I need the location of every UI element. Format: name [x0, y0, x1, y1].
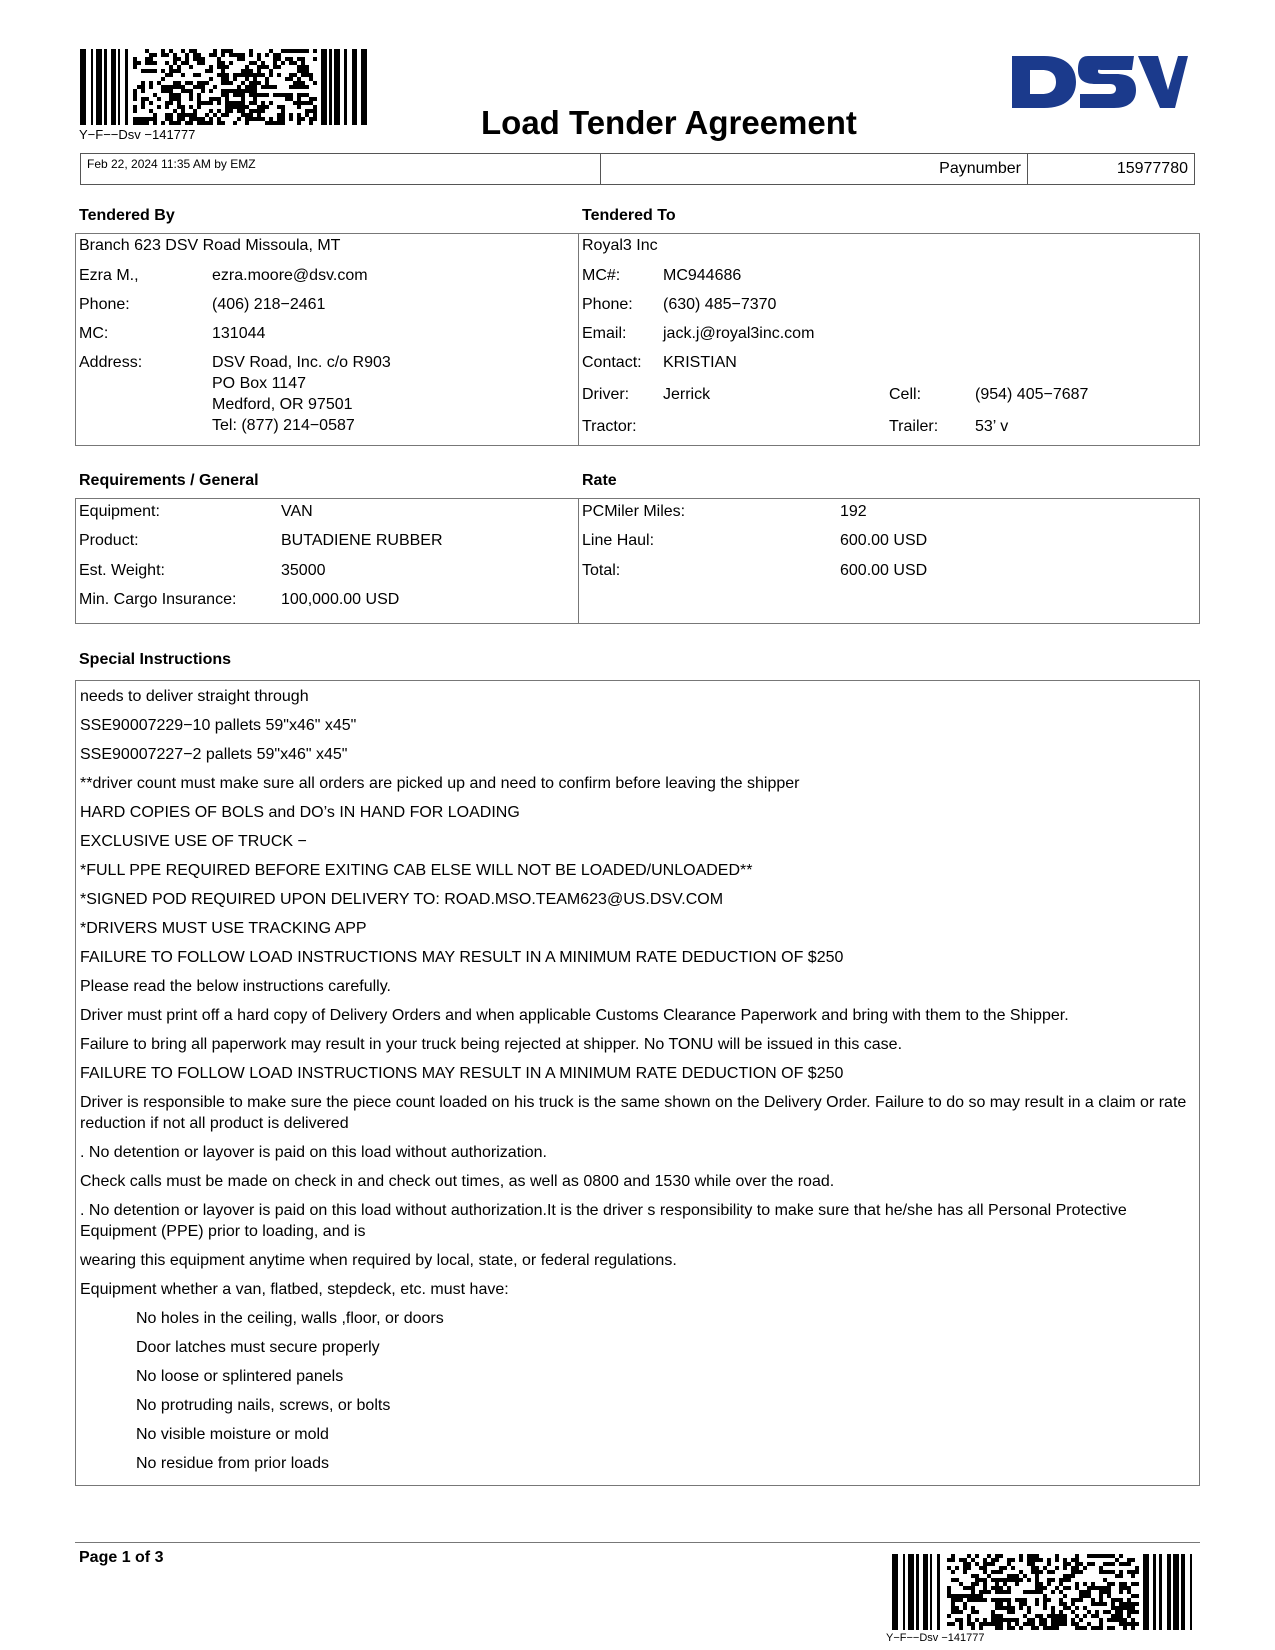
requirement-value: 35000 — [281, 562, 326, 579]
instruction-line: Equipment whether a van, flatbed, stepdeck, etc. must have: — [80, 1281, 509, 1298]
tendered-by-contact-name: Ezra M., — [79, 267, 139, 284]
tendered-to-cell-label: Cell: — [889, 386, 922, 403]
equipment-checklist-item: Door latches must secure properly — [136, 1339, 380, 1356]
barcode-image — [80, 49, 370, 125]
instruction-line: Check calls must be made on check in and check out times, as well as 0800 and 1530 while over the road. — [80, 1173, 835, 1190]
instruction-line: needs to deliver straight through — [80, 688, 309, 705]
instruction-line: SSE90007227−2 pallets 59"x46" x45" — [80, 746, 348, 763]
instruction-line: Driver must print off a hard copy of Delivery Orders and when applicable Customs Clearance Paperwork and bring with them to the Shipper. — [80, 1007, 1069, 1024]
tendered-to-cell: (954) 405−7687 — [975, 386, 1089, 403]
special-instructions-list — [80, 681, 1192, 1474]
tendered-by-branch: Branch 623 DSV Road Missoula, MT — [79, 237, 341, 254]
dsv-logo — [1010, 54, 1188, 115]
instruction-line: HARD COPIES OF BOLS and DO’s IN HAND FOR LOADING — [80, 804, 520, 821]
rate-value: 192 — [840, 503, 867, 520]
tendered-by-phone-label: Phone: — [79, 296, 130, 313]
bottom-barcode — [892, 1554, 1194, 1630]
tendered-to-driver: Jerrick — [663, 386, 711, 403]
top-barcode — [80, 49, 370, 125]
tendered-divider — [578, 233, 579, 446]
tendered-to-driver-label: Driver: — [582, 386, 630, 403]
tendered-to-trailer-label: Trailer: — [889, 418, 939, 435]
requirement-value: VAN — [281, 503, 313, 520]
paynumber-value: 15977780 — [1116, 160, 1188, 177]
rate-heading: Rate — [582, 472, 617, 489]
bottom-doc-id: Y−F−−Dsv −141777 — [886, 1632, 985, 1644]
tendered-by-address-label: Address: — [79, 354, 143, 371]
meta-row — [80, 153, 1195, 185]
rate-label: Total: — [582, 562, 621, 579]
instruction-line: Driver is responsible to make sure the piece count loaded on his truck is the same shown on the Delivery Order. Failure to do so may result in a claim or rate reduction if not all product is delivered — [80, 1094, 1187, 1132]
special-instructions-box — [75, 680, 1200, 1486]
tendered-by-address-line: Tel: (877) 214−0587 — [212, 417, 355, 434]
rate-value: 600.00 USD — [840, 562, 928, 579]
tendered-by-heading: Tendered By — [79, 207, 175, 224]
top-doc-id: Y−F−−Dsv −141777 — [79, 127, 196, 142]
paynumber-label: Paynumber — [601, 154, 1028, 184]
rate-label: PCMiler Miles: — [582, 503, 686, 520]
instruction-line: **driver count must make sure all orders are picked up and need to confirm before leaving the shipper — [80, 775, 800, 792]
instruction-line: . No detention or layover is paid on this load without authorization.It is the driver s responsibility to make sure that he/she has all Personal Protective Equipment (PPE) prior to loading, and is — [80, 1202, 1127, 1240]
tendered-to-contact: KRISTIAN — [663, 354, 737, 371]
tendered-to-heading: Tendered To — [582, 207, 676, 224]
tendered-to-company: Royal3 Inc — [582, 237, 658, 254]
instruction-line: FAILURE TO FOLLOW LOAD INSTRUCTIONS MAY RESULT IN A MINIMUM RATE DEDUCTION OF $250 — [80, 949, 844, 966]
page-number: Page 1 of 3 — [79, 1549, 164, 1566]
instruction-line: EXCLUSIVE USE OF TRUCK − — [80, 833, 307, 850]
tendered-to-phone-label: Phone: — [582, 296, 633, 313]
requirement-label: Equipment: — [79, 503, 160, 520]
generated-timestamp: Feb 22, 2024 11:35 AM by EMZ — [81, 154, 601, 184]
tendered-to-contact-label: Contact: — [582, 354, 642, 371]
instruction-line: . No detention or layover is paid on this load without authorization. — [80, 1144, 547, 1161]
instruction-line: *SIGNED POD REQUIRED UPON DELIVERY TO: ROAD.MSO.TEAM623@US.DSV.COM — [80, 891, 724, 908]
equipment-checklist-item: No protruding nails, screws, or bolts — [136, 1397, 391, 1414]
requirement-label: Product: — [79, 532, 139, 549]
dsv-logo-image — [1010, 54, 1188, 110]
tendered-by-mc-label: MC: — [79, 325, 109, 342]
requirement-label: Min. Cargo Insurance: — [79, 591, 237, 608]
tendered-to-mc-label: MC#: — [582, 267, 621, 284]
instruction-line: *FULL PPE REQUIRED BEFORE EXITING CAB ELSE WILL NOT BE LOADED/UNLOADED** — [80, 862, 753, 879]
barcode-image — [892, 1554, 1194, 1630]
tendered-by-address-line: PO Box 1147 — [212, 375, 306, 392]
equipment-checklist-item: No loose or splintered panels — [136, 1368, 344, 1385]
tendered-to-email: jack.j@royal3inc.com — [663, 325, 815, 342]
tendered-by-address-line: Medford, OR 97501 — [212, 396, 353, 413]
tendered-to-trailer: 53’ v — [975, 418, 1009, 435]
tendered-to-phone: (630) 485−7370 — [663, 296, 777, 313]
requirements-heading: Requirements / General — [79, 472, 259, 489]
tendered-by-mc: 131044 — [212, 325, 266, 342]
footer-divider — [75, 1542, 1200, 1543]
equipment-checklist-item: No holes in the ceiling, walls ,floor, or doors — [136, 1310, 444, 1327]
instruction-line: Please read the below instructions carefully. — [80, 978, 391, 995]
instruction-line: FAILURE TO FOLLOW LOAD INSTRUCTIONS MAY RESULT IN A MINIMUM RATE DEDUCTION OF $250 — [80, 1065, 844, 1082]
equipment-checklist-item: No residue from prior loads — [136, 1455, 329, 1472]
tendered-by-phone: (406) 218−2461 — [212, 296, 326, 313]
tendered-to-email-label: Email: — [582, 325, 627, 342]
instruction-line: Failure to bring all paperwork may result in your truck being rejected at shipper. No TONU will be issued in this case. — [80, 1036, 903, 1053]
tendered-to-tractor-label: Tractor: — [582, 418, 637, 435]
requirement-value: BUTADIENE RUBBER — [281, 532, 443, 549]
instruction-line: SSE90007229−10 pallets 59"x46" x45" — [80, 717, 357, 734]
equipment-checklist-item: No visible moisture or mold — [136, 1426, 329, 1443]
instruction-line: wearing this equipment anytime when required by local, state, or federal regulations. — [80, 1252, 677, 1269]
tendered-by-email: ezra.moore@dsv.com — [212, 267, 368, 284]
instruction-line: *DRIVERS MUST USE TRACKING APP — [80, 920, 367, 937]
rate-value: 600.00 USD — [840, 532, 928, 549]
tendered-to-mc: MC944686 — [663, 267, 742, 284]
requirement-label: Est. Weight: — [79, 562, 165, 579]
tendered-by-address-line: DSV Road, Inc. c/o R903 — [212, 354, 391, 371]
special-instructions-heading: Special Instructions — [79, 651, 232, 668]
requirements-rate-divider — [578, 498, 579, 624]
rate-label: Line Haul: — [582, 532, 655, 549]
requirement-value: 100,000.00 USD — [281, 591, 400, 608]
page-title: Load Tender Agreement — [481, 104, 857, 141]
